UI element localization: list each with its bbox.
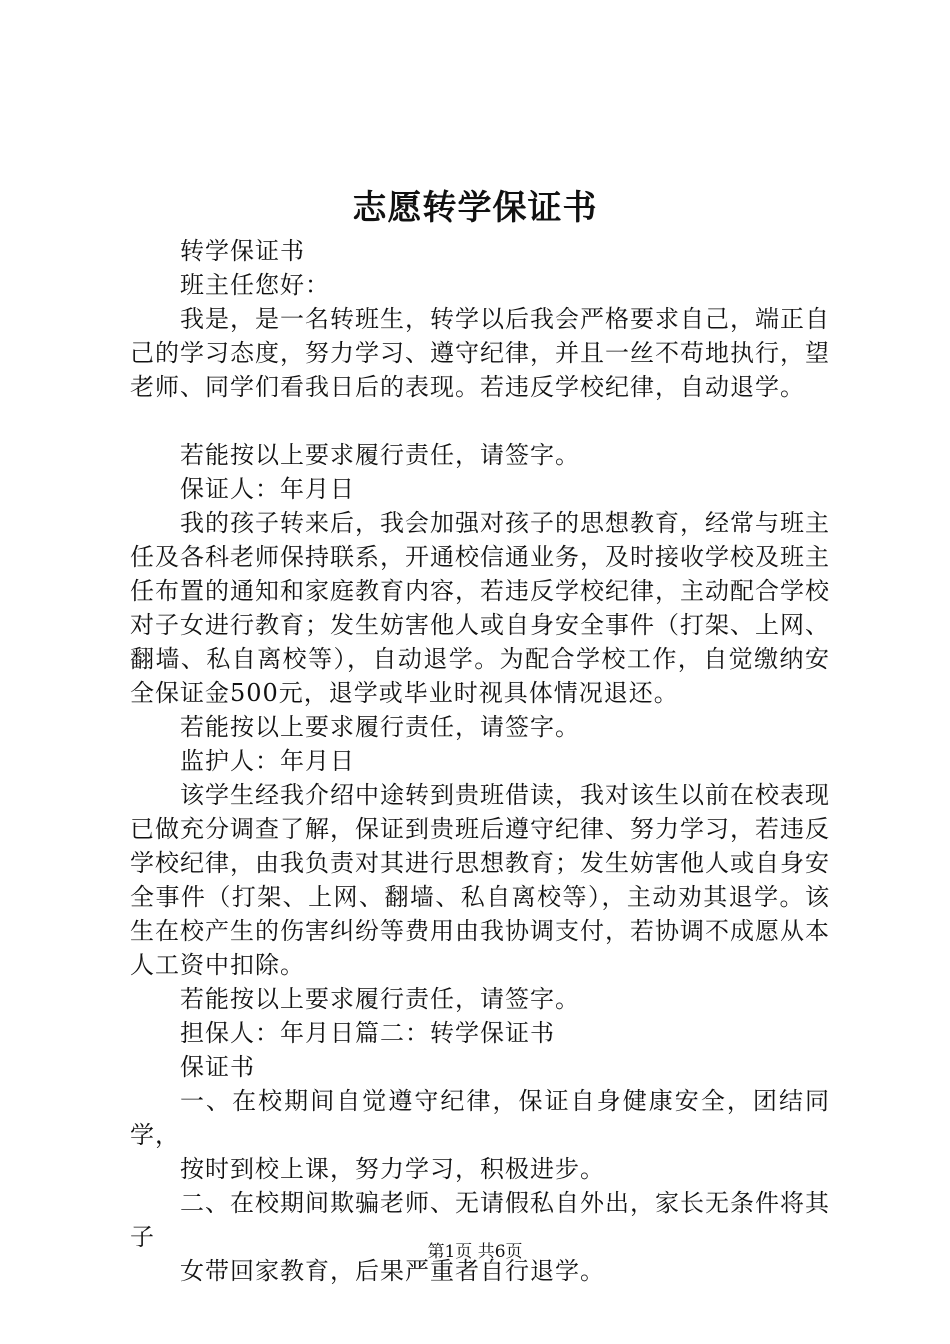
paragraph-subheading: 保证书 [180,1053,255,1081]
document-title: 志愿转学保证书 [352,188,598,228]
paragraph-gap [130,404,830,438]
paragraph-guarantor-line: 保证人：年月日 [180,475,355,503]
paragraph-clause-two-cont: 女带回家教育，后果严重者自行退学。 [180,1257,605,1285]
page-number-footer: 第1页 共6页 [427,1242,523,1262]
paragraph-salutation: 班主任您好： [180,271,330,299]
paragraph-sponsor-line: 担保人：年月日篇二：转学保证书 [180,1019,555,1047]
paragraph-student-pledge: 我是，是一名转班生，转学以后我会严格要求自己，端正自己的学习态度，努力学习、遵守纪律，并且一丝不苟地执行，望老师、同学们看我日后的表现。若违反学校纪律，自动退学。 [130,305,830,401]
paragraph-guardian-line: 监护人：年月日 [180,747,355,775]
paragraph-clause-two: 二、在校期间欺骗老师、无请假私自外出，家长无条件将其子 [130,1189,830,1251]
paragraph-sponsor-pledge: 该学生经我介绍中途转到贵班借读，我对该生以前在校表现已做充分调查了解，保证到贵班后遵守纪律、努力学习，若违反学校纪律，由我负责对其进行思想教育；发生妨害他人或自身安全事件（打架、上网、翻墙、私自离校等），主动劝其退学。该生在校产生的伤害纠纷等费用由我协调支付，若协调不成愿从本人工资中扣除。 [130,781,830,979]
paragraph-sign-request: 若能按以上要求履行责任，请签字。 [180,713,580,741]
paragraph-heading: 转学保证书 [180,237,305,265]
paragraph-sign-request: 若能按以上要求履行责任，请签字。 [180,985,580,1013]
document-body [130,234,830,1288]
paragraph-clause-one-cont: 按时到校上课，努力学习，积极进步。 [180,1155,605,1183]
paragraph-sign-request: 若能按以上要求履行责任，请签字。 [180,441,580,469]
paragraph-clause-one: 一、在校期间自觉遵守纪律，保证自身健康安全，团结同学， [130,1087,830,1149]
paragraph-parent-pledge: 我的孩子转来后，我会加强对孩子的思想教育，经常与班主任及各科老师保持联系，开通校信通业务，及时接收学校及班主任布置的通知和家庭教育内容，若违反学校纪律，主动配合学校对子女进行教育；发生妨害他人或自身安全事件（打架、上网、翻墙、私自离校等），自动退学。为配合学校工作，自觉缴纳安全保证金500元，退学或毕业时视具体情况退还。 [130,509,830,707]
